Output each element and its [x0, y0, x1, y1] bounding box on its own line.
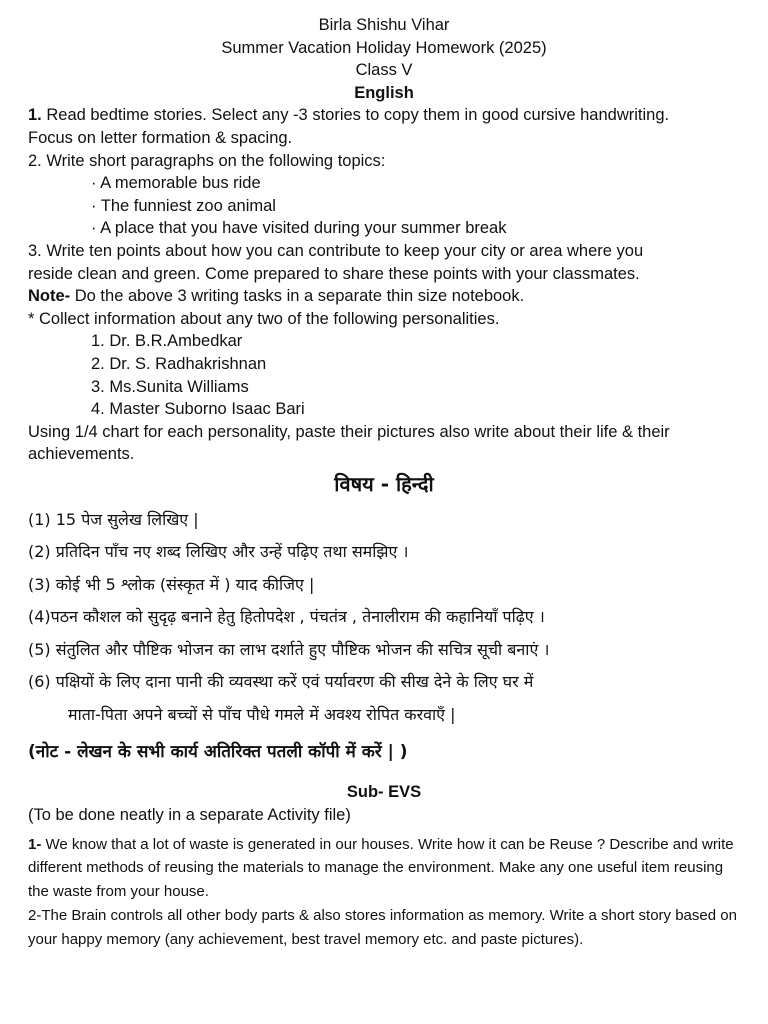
personality-item: 3. Ms.Sunita Williams — [91, 377, 249, 396]
note-text: Do the above 3 writing tasks in a separate thin size notebook. — [70, 287, 525, 306]
english-q3-line1: 3. Write ten points about how you can contribute to keep your city or area where you — [28, 241, 644, 260]
evs-subtitle: (To be done neatly in a separate Activity file) — [28, 805, 351, 824]
english-q3-line2: reside clean and green. Come prepared to share these points with your classmates. — [28, 264, 640, 283]
english-q2: 2. Write short paragraphs on the following topics: — [28, 151, 386, 170]
english-q1 — [28, 104, 740, 127]
hindi-item-continued: माता-पिता अपने बच्चों से पाँच पौधे गमले में अवश्य रोपित करवाएँ | — [68, 704, 456, 724]
english-q1-number: 1. — [28, 106, 42, 125]
evs-heading: Sub- EVS — [346, 783, 422, 802]
english-note — [28, 285, 740, 308]
hindi-note: (नोट - लेखन के सभी कार्य अतिरिक्त पतली कॉपी में करें | ) — [28, 742, 408, 763]
evs-q1 — [28, 833, 740, 904]
evs-q2: 2-The Brain controls all other body parts & also stores information as memory. Write a short story based on your happy memory (any achievement, best travel memory etc. and paste pictures). — [28, 906, 737, 948]
evs-q1-number: 1- — [28, 835, 42, 853]
english-heading: English — [354, 83, 414, 102]
topic-item: · A memorable bus ride — [91, 174, 261, 193]
hindi-item: (3) कोई भी 5 श्लोक (संस्कृत में ) याद कीजिए | — [28, 574, 315, 594]
hindi-item: (5) संतुलित और पौष्टिक भोजन का लाभ दर्शाते हुए पौष्टिक भोजन की सचित्र सूची बनाएं । — [28, 639, 550, 659]
personality-item: 1. Dr. B.R.Ambedkar — [91, 332, 243, 351]
chart-instruction-line1: Using 1/4 chart for each personality, paste their pictures also write about their life & their — [28, 422, 670, 441]
evs-q1-text: We know that a lot of waste is generated in our houses. Write how it can be Reuse ? Describe and write different methods of reusing the materials to manage the environment. Make any one useful item reusing the waste from your house. — [28, 835, 734, 901]
personality-item: 4. Master Suborno Isaac Bari — [91, 400, 305, 419]
hindi-item: (1) 15 पेज सुलेख लिखिए | — [28, 509, 199, 529]
personality-item: 2. Dr. S. Radhakrishnan — [91, 354, 267, 373]
chart-instruction-line2: achievements. — [28, 445, 135, 464]
english-q1-text: Read bedtime stories. Select any -3 stories to copy them in good cursive handwriting. — [41, 106, 670, 125]
hindi-item: (6) पक्षियों के लिए दाना पानी की व्यवस्था करें एवं पर्यावरण की सीख देने के लिए घर में — [28, 672, 534, 692]
english-q1-continued: Focus on letter formation & spacing. — [28, 128, 293, 147]
topic-item: · A place that you have visited during your summer break — [91, 219, 507, 238]
class-label: Class V — [355, 61, 413, 80]
hindi-item: (2) प्रतिदिन पाँच नए शब्द लिखिए और उन्हें पढ़िए तथा समझिए । — [28, 542, 409, 562]
collect-info: * Collect information about any two of the following personalities. — [28, 309, 500, 328]
topic-item: · The funniest zoo animal — [91, 196, 276, 215]
hindi-heading: विषय - हिन्दी — [334, 471, 434, 496]
homework-title: Summer Vacation Holiday Homework (2025) — [221, 38, 547, 57]
hindi-item: (4)पठन कौशल को सुदृढ़ बनाने हेतु हितोपदेश , पंचतंत्र , तेनालीराम की कहानियाँ पढ़िए । — [28, 607, 545, 627]
school-name: Birla Shishu Vihar — [318, 16, 450, 34]
note-label: Note- — [28, 287, 71, 306]
